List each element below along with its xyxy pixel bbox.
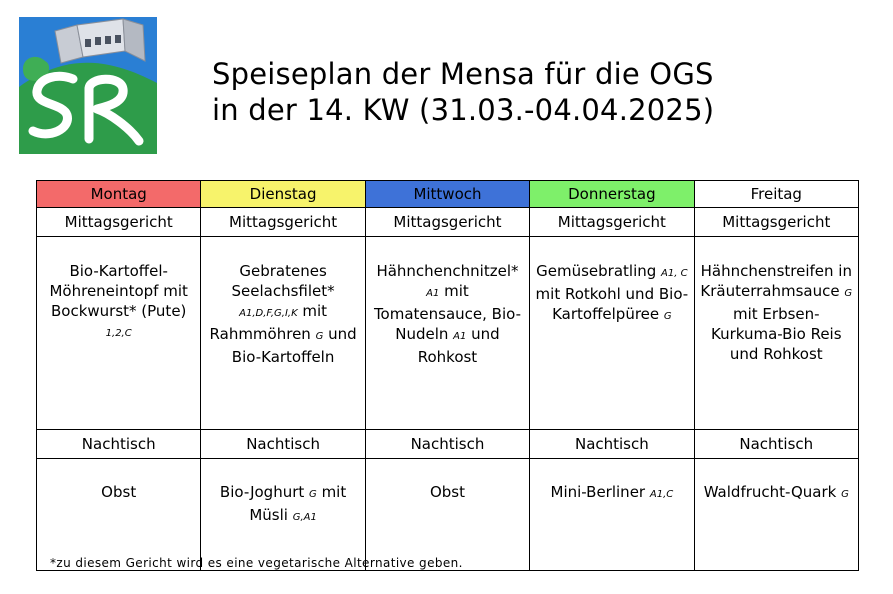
lunch-tuesday-text-5: und [323,325,357,343]
title-line-2: in der 14. KW (31.03.-04.04.2025) [212,93,715,127]
dessert-label-friday: Nachtisch [694,430,858,459]
lunch-label-row [37,208,859,237]
lunch-tuesday-text-6: Bio-Kartoffeln [231,348,335,366]
day-header-monday: Montag [37,181,201,208]
lunch-wednesday-text-3: Tomatensauce, Bio- [373,305,522,323]
dessert-friday [694,459,858,571]
lunch-tuesday-text-3: mit [297,302,328,320]
page-title [212,56,714,128]
dessert-label-wednesday: Nachtisch [365,430,529,459]
lunch-thursday-text-2: mit Rotkohl und Bio- [535,285,689,303]
lunch-friday-text-1: Hähnchenstreifen in [700,262,852,280]
dessert-label-thursday: Nachtisch [530,430,694,459]
lunch-wednesday [365,237,529,430]
lunch-friday-text-4: Kurkuma-Bio Reis [711,325,842,343]
lunch-label-tuesday: Mittagsgericht [201,208,365,237]
allergen-code: A1,C [649,489,674,500]
lunch-row [37,237,859,430]
dessert-wednesday [365,459,529,571]
allergen-code: G [309,489,317,500]
lunch-label-monday: Mittagsgericht [37,208,201,237]
school-logo [19,17,157,154]
lunch-thursday [530,237,694,430]
allergen-code: 1,2,C [105,328,132,339]
lunch-friday-text-2: Kräuterrahmsauce [700,282,845,300]
dessert-thursday [530,459,694,571]
allergen-code: A1 [426,288,440,299]
menu-table [36,180,859,571]
lunch-wednesday-text-6: Rohkost [417,348,478,366]
lunch-label-wednesday: Mittagsgericht [365,208,529,237]
allergen-code: A1 [453,331,467,342]
lunch-tuesday [201,237,365,430]
dessert-tuesday-text-2: mit [316,483,347,501]
allergen-code: G [844,288,853,299]
lunch-label-friday: Mittagsgericht [694,208,858,237]
dessert-tuesday-text-1: Bio-Joghurt [219,483,310,501]
dessert-label-monday: Nachtisch [37,430,201,459]
lunch-monday-text-3: Bockwurst* (Pute) [50,302,187,320]
lunch-tuesday-text-2: Seelachsfilet* [231,282,335,300]
lunch-monday-text-1: Bio-Kartoffel- [69,262,168,280]
dessert-row [37,459,859,571]
title-line-1: Speiseplan der Mensa für die OGS [212,57,714,91]
lunch-friday-text-5: und Rohkost [729,345,823,363]
dessert-tuesday [201,459,365,571]
allergen-code: A1, C [661,268,688,279]
lunch-wednesday-text-4: Nudeln [395,325,454,343]
dessert-monday [37,459,201,571]
lunch-tuesday-text-1: Gebratenes [239,262,327,280]
lunch-friday-text-3: mit Erbsen- [733,305,820,323]
day-header-thursday: Donnerstag [530,181,694,208]
allergen-code: G [315,331,324,342]
lunch-wednesday-text-1: Hähnchenchnitzel* [376,262,519,280]
lunch-monday [37,237,201,430]
day-header-row [37,181,859,208]
dessert-thursday-text: Mini-Berliner [550,483,650,501]
footnote: *zu diesem Gericht wird es eine vegetarische Alternative geben. [50,556,463,570]
dessert-tuesday-text-3: Müsli [249,506,293,524]
lunch-thursday-text-3: Kartoffelpüree [552,305,664,323]
lunch-friday [694,237,858,430]
dessert-wednesday-text: Obst [429,483,465,501]
lunch-wednesday-text-2: mit [439,282,469,300]
dessert-monday-text: Obst [101,483,137,501]
day-header-wednesday: Mittwoch [365,181,529,208]
allergen-code: G,A1 [292,512,317,523]
lunch-tuesday-text-4: Rahmmöhren [209,325,316,343]
allergen-code: G [841,489,849,500]
lunch-wednesday-text-5: und [466,325,500,343]
dessert-label-row [37,430,859,459]
lunch-monday-text-2: Möhreneintopf mit [49,282,188,300]
dessert-label-tuesday: Nachtisch [201,430,365,459]
allergen-code: A1,D,F,G,I,K [239,308,298,319]
day-header-friday: Freitag [694,181,858,208]
lunch-thursday-text-1: Gemüsebratling [536,262,662,280]
lunch-label-thursday: Mittagsgericht [530,208,694,237]
day-header-tuesday: Dienstag [201,181,365,208]
allergen-code: G [663,311,672,322]
dessert-friday-text: Waldfrucht-Quark [703,483,842,501]
